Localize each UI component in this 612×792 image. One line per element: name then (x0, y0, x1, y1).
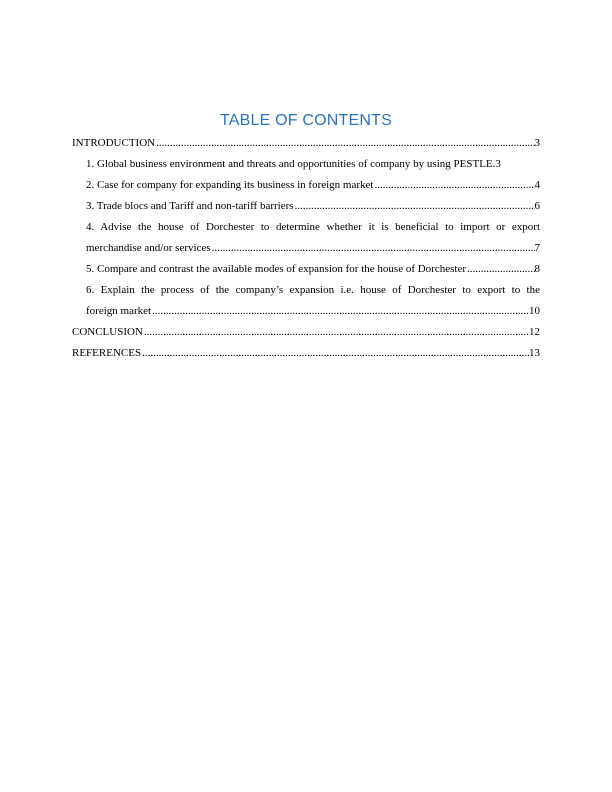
toc-entry-conclusion[interactable] (72, 322, 540, 343)
toc-entry-label-line2: foreign market (86, 305, 152, 317)
toc-entry-section-5[interactable] (72, 259, 540, 280)
toc-entry-label-line1: 6. Explain the process of the company’s expansion i.e. house of Dorchester to export to the (86, 284, 540, 296)
toc-entry-label-line2: merchandise and/or services (86, 242, 211, 254)
dot-leader (144, 322, 529, 343)
dot-leader (152, 301, 529, 322)
toc-page-number: 7 (534, 242, 540, 254)
toc-page-number: 6 (534, 200, 540, 212)
toc-entry-label: CONCLUSION (72, 326, 143, 338)
dot-leader (374, 175, 534, 196)
toc-title: TABLE OF CONTENTS (219, 112, 392, 129)
toc-page-number: 8 (534, 263, 540, 275)
toc-list (72, 133, 540, 364)
toc-entry-label: REFERENCES (72, 347, 142, 359)
toc-page-number: 3 (534, 137, 540, 149)
dot-leader (156, 133, 534, 154)
toc-page-number: 4 (534, 179, 540, 191)
dot-leader (142, 343, 529, 364)
toc-page-number: 13 (529, 347, 540, 359)
toc-entry-references[interactable] (72, 343, 540, 364)
toc-entry-label: 5. Compare and contrast the available modes of expansion for the house of Dorchester (86, 263, 466, 275)
toc-page-number: 10 (529, 305, 540, 317)
dot-leader (467, 259, 535, 280)
dot-leader (212, 238, 535, 259)
toc-entry-introduction[interactable] (72, 133, 540, 154)
toc-entry-section-3[interactable] (72, 196, 540, 217)
toc-entry-section-4[interactable] (72, 217, 540, 259)
toc-entry-section-1[interactable] (72, 154, 540, 175)
toc-entry-label: 1. Global business environment and threats and opportunities of company by using PESTLE. (86, 158, 496, 170)
dot-leader (295, 196, 535, 217)
toc-entry-label-line1: 4. Advise the house of Dorchester to determine whether it is beneficial to import or export (86, 221, 540, 233)
toc-page-number: 3 (495, 158, 501, 170)
toc-entry-label: 3. Trade blocs and Tariff and non-tariff barriers (86, 200, 294, 212)
toc-entry-section-6[interactable] (72, 280, 540, 322)
toc-entry-label: 2. Case for company for expanding its business in foreign market (86, 179, 374, 191)
toc-entry-section-2[interactable] (72, 175, 540, 196)
toc-entry-label: INTRODUCTION (72, 137, 156, 149)
toc-page-number: 12 (529, 326, 540, 338)
